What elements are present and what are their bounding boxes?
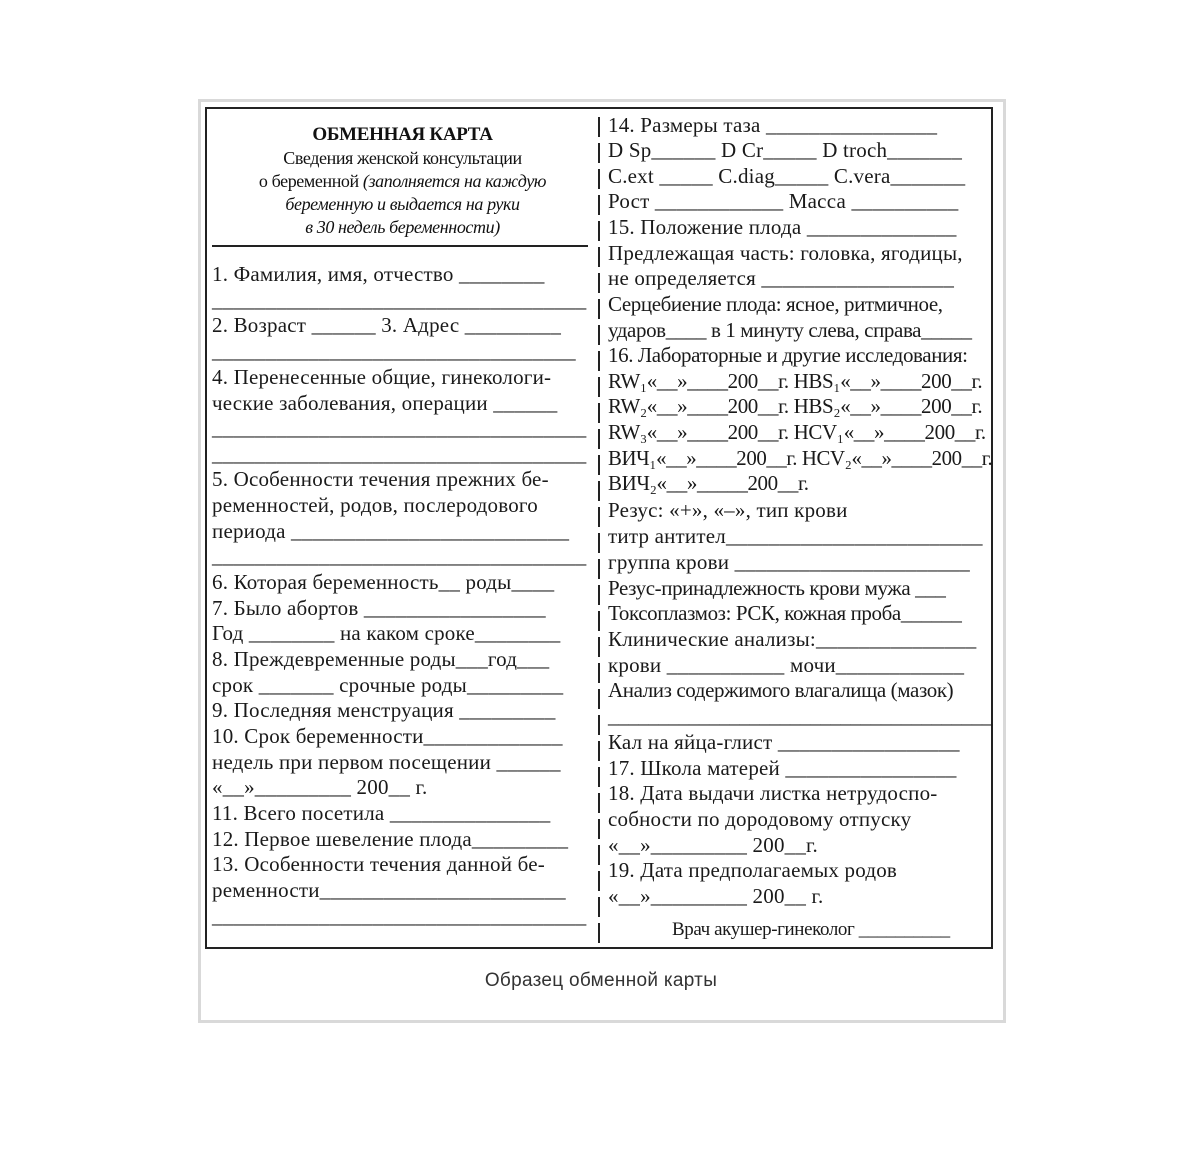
left-line: 4. Перенесенные общие, гинекологи- <box>212 365 552 389</box>
card-subtitle-line-2 <box>215 170 590 193</box>
card-subtitle-line-3-text: беременную и выдается на руки <box>285 194 520 214</box>
right-line: Предлежащая часть: головка, ягодицы, <box>608 241 963 265</box>
right-line: Рост ____________ Масса __________ <box>608 189 959 213</box>
card-subtitle-line-1: Сведения женской консультации <box>283 148 522 168</box>
right-line: RW₂«__»____200__г. HBS₂«__»____200__г. <box>608 394 983 418</box>
left-line: __________________________________ <box>212 339 576 363</box>
right-line: Клинические анализы:_______________ <box>608 627 977 651</box>
left-line: 8. Преждевременные роды___год___ <box>212 647 550 671</box>
right-line: «__»_________ 200__г. <box>608 833 818 857</box>
left-line: 9. Последняя менструация _________ <box>212 698 556 722</box>
card-subtitle-line-2b: (заполняется на каждую <box>362 171 547 191</box>
left-line: ___________________________________ <box>212 288 587 312</box>
right-line: ВИЧ₂«__»_____200__г. <box>608 471 809 495</box>
left-line: ческие заболевания, операции ______ <box>212 391 558 415</box>
left-line: 10. Срок беременности_____________ <box>212 724 563 748</box>
doctor-signature-line: Врач акушер-гинеколог __________ <box>672 919 950 940</box>
right-line: 19. Дата предполагаемых родов <box>608 858 898 882</box>
right-line: 14. Размеры таза ________________ <box>608 113 938 137</box>
right-line: Токсоплазмоз: РСК, кожная проба______ <box>608 601 962 625</box>
right-line: группа крови ______________________ <box>608 550 970 574</box>
right-line: не определяется __________________ <box>608 266 955 290</box>
right-line: ______________________________________ <box>608 704 992 728</box>
left-line: 7. Было абортов _________________ <box>212 596 546 620</box>
right-line: 17. Школа матерей ________________ <box>608 756 957 780</box>
left-line: недель при первом посещении ______ <box>212 750 561 774</box>
left-line: 12. Первое шевеление плода_________ <box>212 827 569 851</box>
left-line: ___________________________________ <box>212 544 587 568</box>
left-line: ___________________________________ <box>212 442 587 466</box>
right-line: C.ext _____ C.diag_____ C.vera_______ <box>608 164 966 188</box>
right-line: собности по дородовому отпуску <box>608 807 912 831</box>
left-line: периода __________________________ <box>212 519 570 543</box>
right-line: Резус: «+», «–», тип крови <box>608 498 848 522</box>
card-subtitle-line-3 <box>215 193 590 216</box>
left-line: 11. Всего посетила _______________ <box>212 801 551 825</box>
right-line: 15. Положение плода ______________ <box>608 215 957 239</box>
card-subtitle-line-4 <box>215 216 590 239</box>
right-line: Анализ содержимого влагалища (мазок) <box>608 678 954 702</box>
left-line: 13. Особенности течения данной бе- <box>212 852 545 876</box>
right-line: RW₁«__»____200__г. HBS₁«__»____200__г. <box>608 369 983 393</box>
right-line: Серцебиение плода: ясное, ритмичное, <box>608 292 943 316</box>
left-line: срок _______ срочные роды_________ <box>212 673 564 697</box>
right-line: D Sp______ D Cr_____ D troch_______ <box>608 138 963 162</box>
figure-caption: Образец обменной карты <box>484 970 718 991</box>
left-line: 5. Особенности течения прежних бе- <box>212 467 549 491</box>
right-line: ударов____ в 1 минуту слева, справа_____ <box>608 318 972 342</box>
right-line: 18. Дата выдачи листка нетрудоспо- <box>608 781 938 805</box>
left-line: ременности_______________________ <box>212 878 566 902</box>
left-line: 1. Фамилия, имя, отчество ________ <box>212 262 545 286</box>
card-subtitle-line-2a: о беременной <box>258 171 363 191</box>
left-line: «__»_________ 200__ г. <box>212 775 428 799</box>
right-line: Кал на яйца-глист _________________ <box>608 730 960 754</box>
right-line: 16. Лабораторные и другие исследования: <box>608 343 968 367</box>
right-line: Резус-принадлежность крови мужа ___ <box>608 576 946 600</box>
left-line: 6. Которая беременность__ роды____ <box>212 570 555 594</box>
right-line: титр антител________________________ <box>608 524 983 548</box>
left-line: Год ________ на каком сроке________ <box>212 621 561 645</box>
heading-divider-rule <box>212 245 588 247</box>
left-line: ___________________________________ <box>212 416 587 440</box>
right-line: ВИЧ₁«__»____200__г. HCV₂«__»____200__г. <box>608 446 993 470</box>
left-line: 2. Возраст ______ 3. Адрес _________ <box>212 313 562 337</box>
left-line: ___________________________________ <box>212 904 587 928</box>
right-line: RW₃«__»____200__г. HCV₁«__»____200__г. <box>608 420 986 444</box>
card-subtitle-line-4-text: в 30 недель беременности) <box>305 217 500 237</box>
left-line: ременностей, родов, послеродового <box>212 493 538 517</box>
column-divider <box>598 117 600 943</box>
card-title: ОБМЕННАЯ КАРТА <box>312 124 493 145</box>
right-line: «__»_________ 200__ г. <box>608 884 824 908</box>
right-line: крови ___________ мочи____________ <box>608 653 965 677</box>
